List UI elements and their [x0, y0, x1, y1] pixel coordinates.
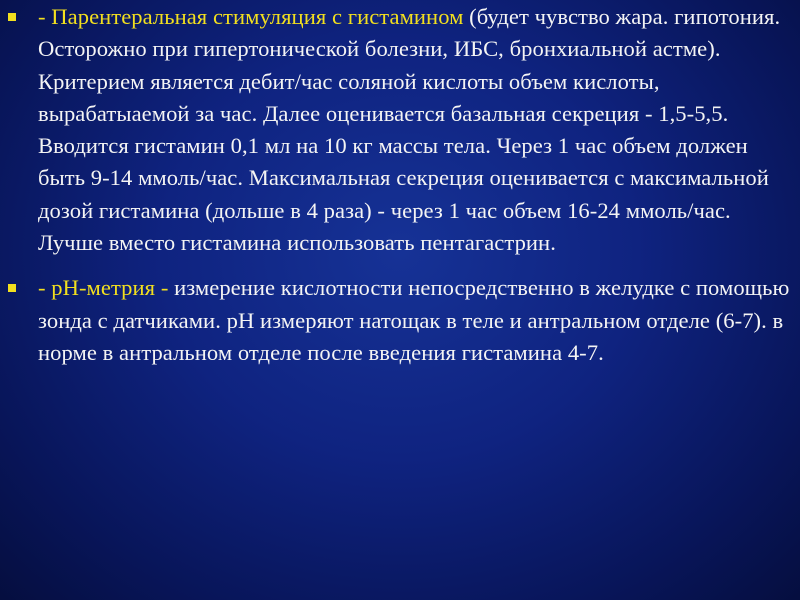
bullet-heading: - Парентеральная стимуляция с гистамином — [38, 4, 464, 29]
square-bullet-icon — [8, 13, 16, 21]
bullet-text: (будет чувство жара. гипотония. Осторожно при гипертонической болезни, ИБС, бронхиальной астме). Критерием является дебит/час соляной кислоты объем кислоты, вырабатыаемой за час. Далее оценивается базальная секреция - 1,5-5,5. Вводится гистамин 0,1 мл на 10 кг массы тела. Через 1 час объем должен быть 9-14 ммоль/час. Максимальная секреция оценивается с максимальной дозой гистамина (дольше в 4 раза) - через 1 час объем 16-24 ммоль/час. Лучше вместо гистамина использовать пентагастрин. — [38, 4, 781, 256]
square-bullet-icon — [8, 284, 16, 292]
bullet-item-ph-metry — [8, 272, 793, 369]
bullet-text: измерение кислотности непосредственно в желудке с помощью зонда с датчиками. рН измеряют натощак в теле и антральном отделе (6-7). в норме в антральном отделе после введения гистамина 4-7. — [38, 275, 790, 365]
bullet-heading: - рН-метрия - — [38, 275, 175, 301]
bullet-item-histamine-stimulation — [8, 1, 793, 259]
bullet-list — [8, 1, 793, 382]
